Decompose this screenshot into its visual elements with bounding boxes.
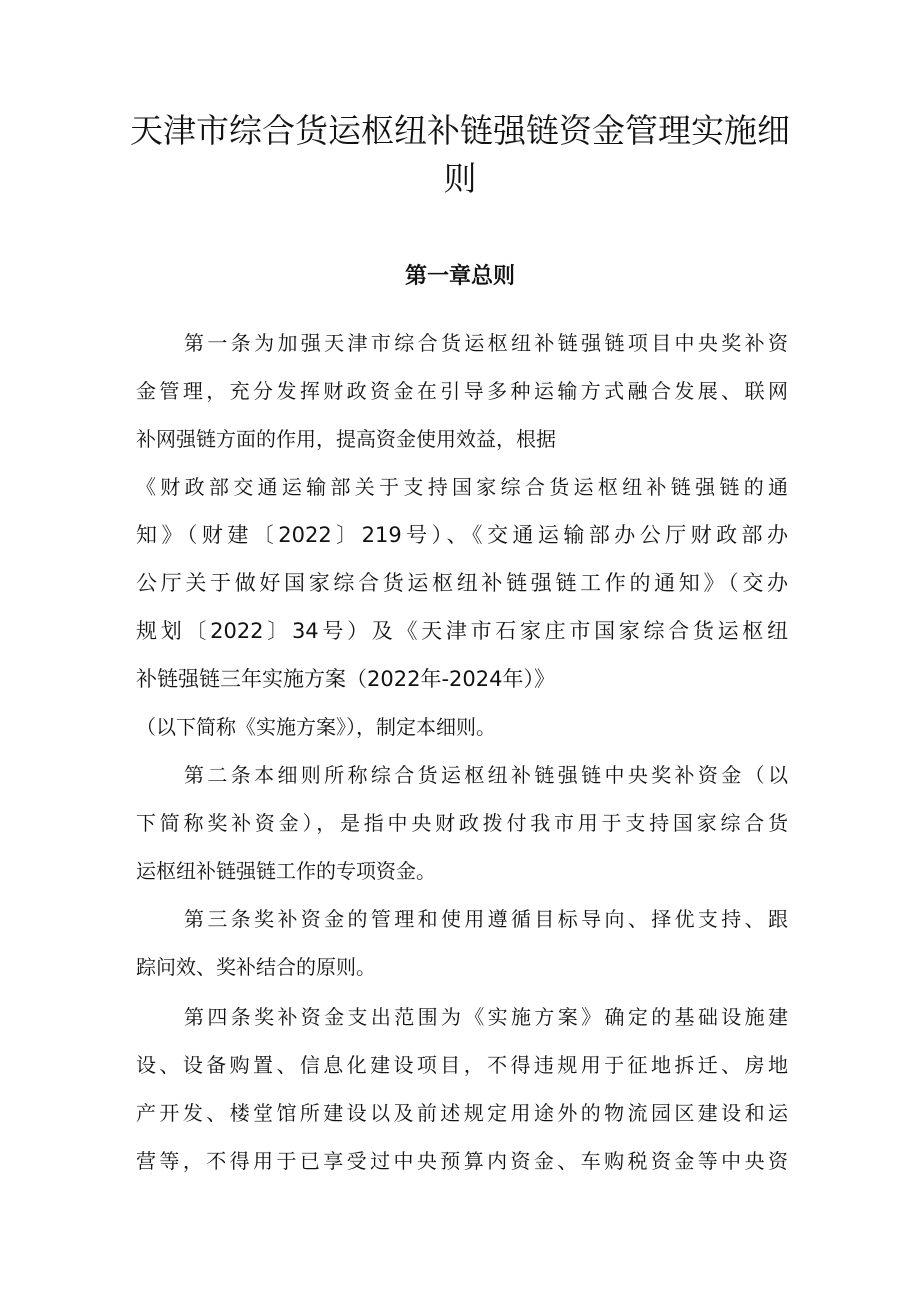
article-2-line-2: 下简称奖补资金），是指中央财政拨付我市用于支持国家综合货 [136, 811, 788, 835]
article-1-line-6: 公厅关于做好国家综合货运枢纽补链强链工作的通知》（交办 [136, 571, 788, 595]
article-4-line-4: 营等，不得用于已享受过中央预算内资金、车购税资金等中央资 [136, 1149, 788, 1173]
article-1-line-4: 《财政部交通运输部关于支持国家综合货运枢纽补链强链的通 [136, 475, 788, 499]
article-4-line-3: 产开发、楼堂馆所建设以及前述规定用途外的物流园区建设和运 [136, 1101, 788, 1125]
article-1-line-3: 补网强链方面的作用，提高资金使用效益，根据 [136, 427, 556, 451]
document-title-line-2: 则 [443, 159, 477, 198]
article-1-line-9: （以下简称《实施方案》），制定本细则。 [136, 715, 496, 739]
article-4-line-2: 设、设备购置、信息化建设项目，不得违规用于征地拆迁、房地 [136, 1053, 788, 1077]
chapter-title: 第一章总则 [404, 264, 515, 289]
article-1-line-2: 金管理，充分发挥财政资金在引导多种运输方式融合发展、联网 [136, 379, 788, 403]
article-4-line-1: 第四条奖补资金支出范围为《实施方案》确定的基础设施建 [184, 1005, 788, 1029]
document-title-line-1: 天津市综合货运枢纽补链强链资金管理实施细 [130, 111, 790, 150]
article-2-line-3: 运枢纽补链强链工作的专项资金。 [136, 859, 436, 883]
article-3-line-1: 第三条奖补资金的管理和使用遵循目标导向、择优支持、跟 [184, 907, 788, 931]
article-3-line-2: 踪问效、奖补结合的原则。 [136, 955, 376, 979]
article-1-line-7: 规划〔2022〕34号）及《天津市石家庄市国家综合货运枢纽 [136, 619, 788, 643]
article-1-line-5: 知》（财建〔2022〕219号）、《交通运输部办公厅财政部办 [136, 523, 788, 547]
article-1-line-8: 补链强链三年实施方案（2022年-2024年）》 [136, 667, 555, 691]
article-1-line-1: 第一条为加强天津市综合货运枢纽补链强链项目中央奖补资 [184, 331, 788, 355]
article-2-line-1: 第二条本细则所称综合货运枢纽补链强链中央奖补资金（以 [184, 763, 788, 787]
